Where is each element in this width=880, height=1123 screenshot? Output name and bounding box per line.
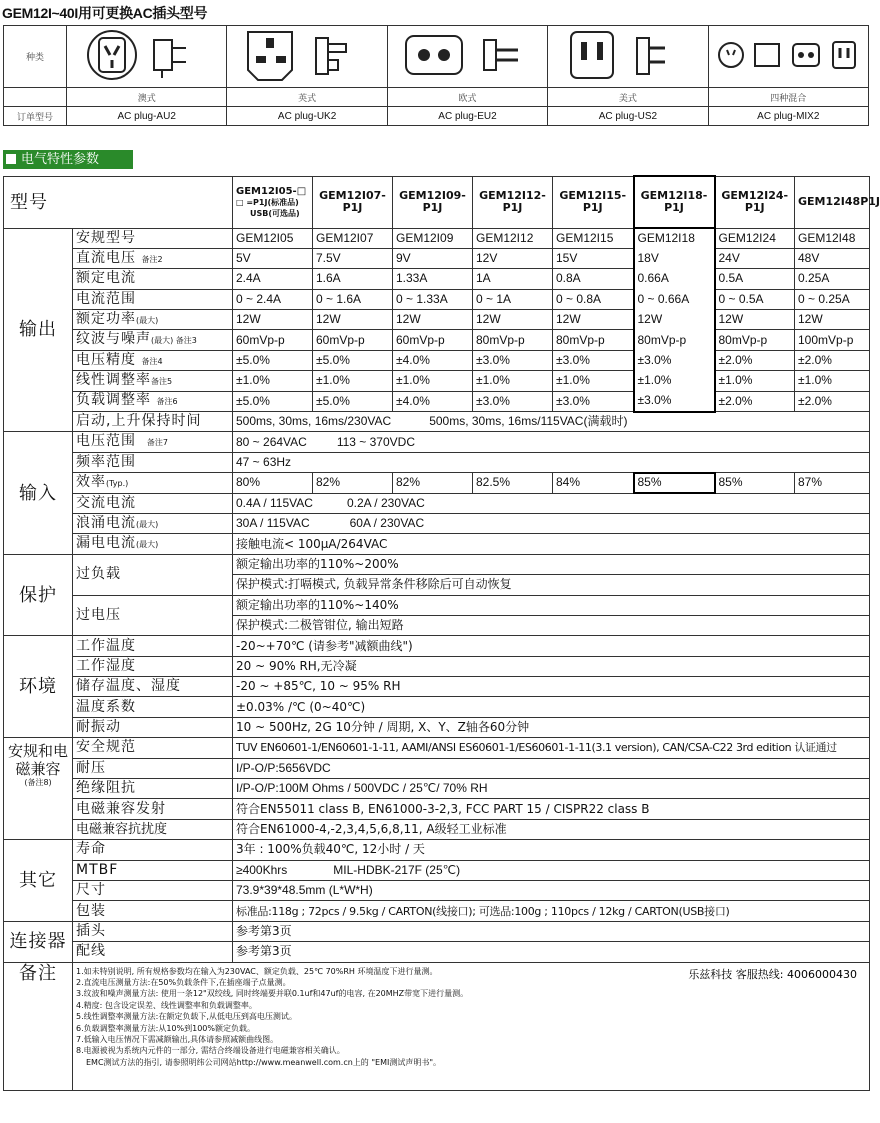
cell: 0.8A — [553, 269, 634, 289]
plug-region-mix: 四种混合 — [708, 88, 868, 107]
note-line: 8.电源被视为系统内元件的一部分, 需结合终端设备进行电磁兼容相关确认。 — [76, 1046, 345, 1056]
cell: 10 ~ 500Hz, 2G 10分钟 / 周期, X、Y、Z轴各60分钟 — [233, 717, 870, 737]
eu-plug-picture — [387, 26, 547, 88]
row-label: 频率范围 — [73, 452, 233, 472]
note-line: 6.负载调整率测量方法:从10%到100%额定负载。 — [76, 1023, 255, 1033]
row-label: 安规型号 — [73, 228, 233, 248]
mtbf-standard: MIL-HDBK-217F (25℃) — [333, 862, 461, 877]
cell: GEM12I48 — [795, 228, 870, 248]
cell: 符合EN61000-4,-2,3,4,5,6,8,11, A级轻工业标准 — [233, 819, 870, 839]
group-environment: 环境 — [4, 636, 73, 738]
cell: GEM12I07 — [313, 228, 393, 248]
cell: GEM12I09 — [393, 228, 473, 248]
label-text: 负载调整率 — [76, 392, 151, 409]
row-label — [73, 473, 233, 493]
cell: 保护模式:打嗝模式, 负载异常条件移除后可自动恢复 — [233, 575, 870, 595]
group-safety-text: 安规和电磁兼容 — [7, 742, 68, 779]
label-text: 浪涌电流 — [76, 514, 136, 531]
model-header-highlight: GEM12I18-P1J — [634, 176, 715, 228]
section-bullet-icon — [6, 154, 16, 164]
setup-value-115: 500ms, 30ms, 16ms/115VAC(满载时) — [429, 414, 628, 429]
cell: 80% — [233, 473, 313, 493]
cell: 12V — [473, 248, 553, 268]
cell: ±1.0% — [473, 371, 553, 391]
row-label: 交流电流 — [73, 493, 233, 513]
cell: 参考第3页 — [233, 921, 870, 941]
cell: ±3.0% — [473, 391, 553, 411]
cell: ±1.0% — [553, 371, 634, 391]
group-protection: 保护 — [4, 554, 73, 636]
mix-plug-picture — [708, 26, 868, 88]
model-first-note2: USB(可选品) — [250, 208, 300, 218]
au-plug-icon — [72, 26, 222, 84]
cell: ±1.0% — [393, 371, 473, 391]
row-label: 绝缘阻抗 — [73, 779, 233, 799]
au-plug-picture — [67, 26, 227, 88]
label-note: (最大) — [136, 519, 159, 529]
cell: 0 ~ 0.8A — [553, 289, 634, 309]
note-line: 7.低输入电压情况下需减额输出,具体请参照减额曲线图。 — [76, 1035, 279, 1044]
cell: ±2.0% — [795, 350, 870, 370]
row-label: 耐压 — [73, 758, 233, 778]
plug-region-us: 美式 — [548, 88, 708, 107]
setup-cell — [233, 412, 870, 432]
cell: 80mVp-p — [473, 330, 553, 350]
cell: ±5.0% — [233, 391, 313, 411]
label-note: 备注2 — [141, 254, 163, 264]
cell: 1A — [473, 269, 553, 289]
row-label: MTBF — [73, 860, 233, 880]
plug-region-au: 澳式 — [67, 88, 227, 107]
model-first: GEM12I05-□ — [236, 185, 307, 197]
label-note: 备注7 — [146, 438, 168, 448]
plug-order-mix: AC plug-MIX2 — [708, 107, 868, 126]
cell: 12W — [634, 310, 715, 330]
label-note: (最大) 备注3 — [151, 336, 197, 346]
cell: 0 ~ 1.6A — [313, 289, 393, 309]
cell: 85% — [715, 473, 795, 493]
cell: ±2.0% — [795, 391, 870, 411]
plug-region-eu: 欧式 — [387, 88, 547, 107]
model-first-note1: □ =P1J(标准品) — [236, 197, 299, 207]
label-text: 线性调整率 — [76, 371, 151, 388]
note-line: EMC测试方法的指引, 请参照明纬公司网站http://www.meanwell.com.cn上的 "EMI测试声明书"。 — [86, 1057, 442, 1067]
hotline-text: 乐兹科技 客服热线: 4006000430 — [688, 967, 857, 981]
cell: 12W — [393, 310, 473, 330]
label-note: 备注6 — [156, 397, 178, 407]
cell: ±1.0% — [233, 371, 313, 391]
row-label — [73, 391, 233, 411]
row-label: 插头 — [73, 921, 233, 941]
row-label: 工作湿度 — [73, 656, 233, 676]
label-note: (最大) — [136, 540, 159, 550]
cell: I/P-O/P:100M Ohms / 500VDC / 25℃/ 70% RH — [233, 779, 870, 799]
cell: 0.25A — [795, 269, 870, 289]
cell: 60mVp-p — [233, 330, 313, 350]
cell: 82% — [393, 473, 473, 493]
group-other: 其它 — [4, 840, 73, 922]
label-note: 备注4 — [141, 356, 163, 366]
cell: GEM12I18 — [634, 228, 715, 248]
cell: 12W — [313, 310, 393, 330]
cell: 0.5A — [715, 269, 795, 289]
row-label: 过负载 — [73, 554, 233, 595]
cell: -20 ~ +85℃, 10 ~ 95% RH — [233, 677, 870, 697]
row-label — [73, 330, 233, 350]
row-label: 温度系数 — [73, 697, 233, 717]
row-label: 电磁兼容发射 — [73, 799, 233, 819]
cell: ±5.0% — [233, 350, 313, 370]
plug-table — [3, 25, 869, 126]
cell: 73.9*39*48.5mm (L*W*H) — [233, 881, 870, 901]
cell: ±1.0% — [795, 371, 870, 391]
us-plug-picture — [548, 26, 708, 88]
row-label: 寿命 — [73, 840, 233, 860]
cell: 参考第3页 — [233, 942, 870, 962]
mtbf-value: ≥400Khrs — [236, 862, 288, 877]
note-line: 3.纹波和噪声测量方法: 使用一条12"双绞线, 同时终端要并联0.1uf和47uf的电容, 在20MHZ带宽下进行量测。 — [76, 989, 469, 999]
cell: 100mVp-p — [795, 330, 870, 350]
plug-region-spacer — [4, 88, 67, 107]
cell: 87% — [795, 473, 870, 493]
group-safety-note: (备注8) — [24, 778, 52, 788]
section-title-text: 电气特性参数 — [21, 152, 100, 167]
cell: 80mVp-p — [634, 330, 715, 350]
plug-order-us: AC plug-US2 — [548, 107, 708, 126]
inrush-115: 30A / 115VAC — [236, 516, 310, 531]
cell: 额定输出功率的110%~200% — [233, 554, 870, 574]
cell: 15V — [553, 248, 634, 268]
cell: ±4.0% — [393, 391, 473, 411]
uk-plug-icon — [232, 26, 382, 84]
cell-highlight: 85% — [634, 473, 715, 493]
cell: 12W — [715, 310, 795, 330]
model-header: GEM12I24-P1J — [715, 176, 795, 228]
label-text: 直流电压 — [76, 249, 136, 266]
uk-plug-picture — [227, 26, 387, 88]
cell: 60mVp-p — [313, 330, 393, 350]
mtbf-cell — [233, 860, 870, 880]
cell: 84% — [553, 473, 634, 493]
cell: 接触电流< 100μA/264VAC — [233, 534, 870, 554]
row-label — [73, 513, 233, 533]
cell: ±3.0% — [473, 350, 553, 370]
row-label: 工作温度 — [73, 636, 233, 656]
ac-current-230: 0.2A / 230VAC — [346, 496, 425, 511]
note-line: 4.精度: 包含设定误差、线性调整率和负载调整率。 — [76, 1000, 257, 1010]
label-note: 备注5 — [151, 376, 173, 386]
model-header: GEM12I12-P1J — [473, 176, 553, 228]
cell: 20 ~ 90% RH,无冷凝 — [233, 656, 870, 676]
cell: ±3.0% — [553, 350, 634, 370]
spec-table — [3, 175, 880, 1091]
note-line: 1.如未特别说明, 所有规格参数均在输入为230VAC、额定负载、25℃ 70%RH 环境温度下进行量测。 — [76, 966, 438, 976]
inrush-cell — [233, 513, 870, 533]
cell: ±3.0% — [634, 350, 715, 370]
label-text: 额定功率 — [76, 310, 136, 327]
cell: 0 ~ 0.5A — [715, 289, 795, 309]
cell: 5V — [233, 248, 313, 268]
mix-plug-icon — [713, 26, 863, 84]
cell: -20~+70℃ (请参考"减额曲线") — [233, 636, 870, 656]
cell: 1.6A — [313, 269, 393, 289]
ac-current-cell — [233, 493, 870, 513]
row-label: 耐振动 — [73, 717, 233, 737]
model-first-cell — [233, 176, 313, 228]
group-input: 输入 — [4, 432, 73, 554]
cell: GEM12I15 — [553, 228, 634, 248]
cell: 82% — [313, 473, 393, 493]
label-text: 效率 — [76, 473, 106, 490]
model-header: GEM12I07-P1J — [313, 176, 393, 228]
cell: 80mVp-p — [553, 330, 634, 350]
cell: 0 ~ 1A — [473, 289, 553, 309]
us-plug-icon — [553, 26, 703, 84]
eu-plug-icon — [392, 26, 542, 84]
cell: GEM12I05 — [233, 228, 313, 248]
cell: ±5.0% — [313, 391, 393, 411]
cell: 0 ~ 0.66A — [634, 289, 715, 309]
cell: 47 ~ 63Hz — [233, 452, 870, 472]
model-header: GEM12I48P1J — [795, 176, 870, 228]
setup-value-230: 500ms, 30ms, 16ms/230VAC — [236, 414, 392, 429]
row-label — [73, 248, 233, 268]
group-connector: 连接器 — [4, 921, 73, 962]
cell: ±5.0% — [313, 350, 393, 370]
cell: 12W — [553, 310, 634, 330]
row-label: 过电压 — [73, 595, 233, 636]
label-text: 电压范围 — [76, 433, 136, 450]
plug-order-uk: AC plug-UK2 — [227, 107, 387, 126]
note-line: 5.线性调整率测量方法:在额定负载下,从低电压到高电压测试。 — [76, 1012, 297, 1022]
cell: 2.4A — [233, 269, 313, 289]
cell: ±1.0% — [313, 371, 393, 391]
cell: 0 ~ 0.25A — [795, 289, 870, 309]
voltage-range-cell — [233, 432, 870, 452]
plug-order-label: 订单型号 — [4, 107, 67, 126]
row-label — [73, 534, 233, 554]
label-text: 电压精度 — [76, 351, 136, 368]
plug-order-au: AC plug-AU2 — [67, 107, 227, 126]
row-label: 额定电流 — [73, 269, 233, 289]
cell: 12W — [473, 310, 553, 330]
cell: 3年 : 100%负载40℃, 12小时 / 天 — [233, 840, 870, 860]
cell: 48V — [795, 248, 870, 268]
row-label: 安全规范 — [73, 738, 233, 758]
cell: ±3.0% — [553, 391, 634, 411]
group-safety — [4, 738, 73, 840]
model-label: 型号 — [4, 176, 233, 228]
section-title — [3, 150, 133, 169]
label-note: (最大) — [136, 315, 159, 325]
cell: 12W — [795, 310, 870, 330]
plug-type-label: 种类 — [4, 26, 67, 88]
row-label: 储存温度、湿度 — [73, 677, 233, 697]
cell: ±2.0% — [715, 391, 795, 411]
cell: 保护模式:二极管钳位, 输出短路 — [233, 615, 870, 635]
group-remarks: 备注 — [4, 962, 73, 1090]
cell: 额定输出功率的110%~140% — [233, 595, 870, 615]
cell: 82.5% — [473, 473, 553, 493]
cell: 标准品:118g ; 72pcs / 9.5kg / CARTON(线接口); 可选品:100g ; 110pcs / 12kg / CARTON(USB接口) — [233, 901, 870, 921]
cell: GEM12I24 — [715, 228, 795, 248]
row-label — [73, 432, 233, 452]
cell: 符合EN55011 class B, EN61000-3-2,3, FCC PART 15 / CISPR22 class B — [233, 799, 870, 819]
row-label — [73, 371, 233, 391]
row-label — [73, 310, 233, 330]
cell: 1.33A — [393, 269, 473, 289]
cell: ±3.0% — [634, 391, 715, 411]
cell: 0 ~ 2.4A — [233, 289, 313, 309]
label-note: (Typ.) — [106, 478, 129, 488]
cell: 18V — [634, 248, 715, 268]
remarks-cell — [73, 962, 870, 1090]
plug-region-uk: 英式 — [227, 88, 387, 107]
label-text: 纹波与噪声 — [76, 331, 151, 348]
voltage-ac: 80 ~ 264VAC — [236, 434, 307, 449]
cell: 9V — [393, 248, 473, 268]
row-label: 电流范围 — [73, 289, 233, 309]
cell: 80mVp-p — [715, 330, 795, 350]
model-header: GEM12I15-P1J — [553, 176, 634, 228]
cell: 7.5V — [313, 248, 393, 268]
cell: ±1.0% — [715, 371, 795, 391]
ac-current-115: 0.4A / 115VAC — [236, 496, 313, 511]
cell: I/P-O/P:5656VDC — [233, 758, 870, 778]
plug-section-title: GEM12I~40I用可更换AC插头型号 — [2, 5, 208, 21]
model-header: GEM12I09-P1J — [393, 176, 473, 228]
voltage-dc: 113 ~ 370VDC — [336, 434, 415, 449]
row-label: 配线 — [73, 942, 233, 962]
cell: TUV EN60601-1/EN60601-1-11, AAMI/ANSI ES60601-1/ES60601-1-11(3.1 version), CAN/CSA-C22 3rd edition 认证通过 — [233, 738, 870, 758]
group-output: 输出 — [4, 228, 73, 432]
row-label: 启动,上升保持时间 — [73, 412, 233, 432]
cell: GEM12I12 — [473, 228, 553, 248]
cell: ±0.03% /℃ (0~40℃) — [233, 697, 870, 717]
row-label — [73, 350, 233, 370]
row-label: 包装 — [73, 901, 233, 921]
row-label: 电磁兼容抗扰度 — [73, 819, 233, 839]
cell: ±2.0% — [715, 350, 795, 370]
cell: ±1.0% — [634, 371, 715, 391]
cell: 0 ~ 1.33A — [393, 289, 473, 309]
cell: 60mVp-p — [393, 330, 473, 350]
inrush-230: 60A / 230VAC — [349, 516, 425, 531]
cell: 0.66A — [634, 269, 715, 289]
label-text: 漏电电流 — [76, 535, 136, 552]
note-line: 2.直流电压测量方法:在50%负载条件下,在插座端子点量测。 — [76, 977, 291, 987]
cell: ±4.0% — [393, 350, 473, 370]
cell: 12W — [233, 310, 313, 330]
cell: 24V — [715, 248, 795, 268]
plug-order-eu: AC plug-EU2 — [387, 107, 547, 126]
row-label: 尺寸 — [73, 881, 233, 901]
